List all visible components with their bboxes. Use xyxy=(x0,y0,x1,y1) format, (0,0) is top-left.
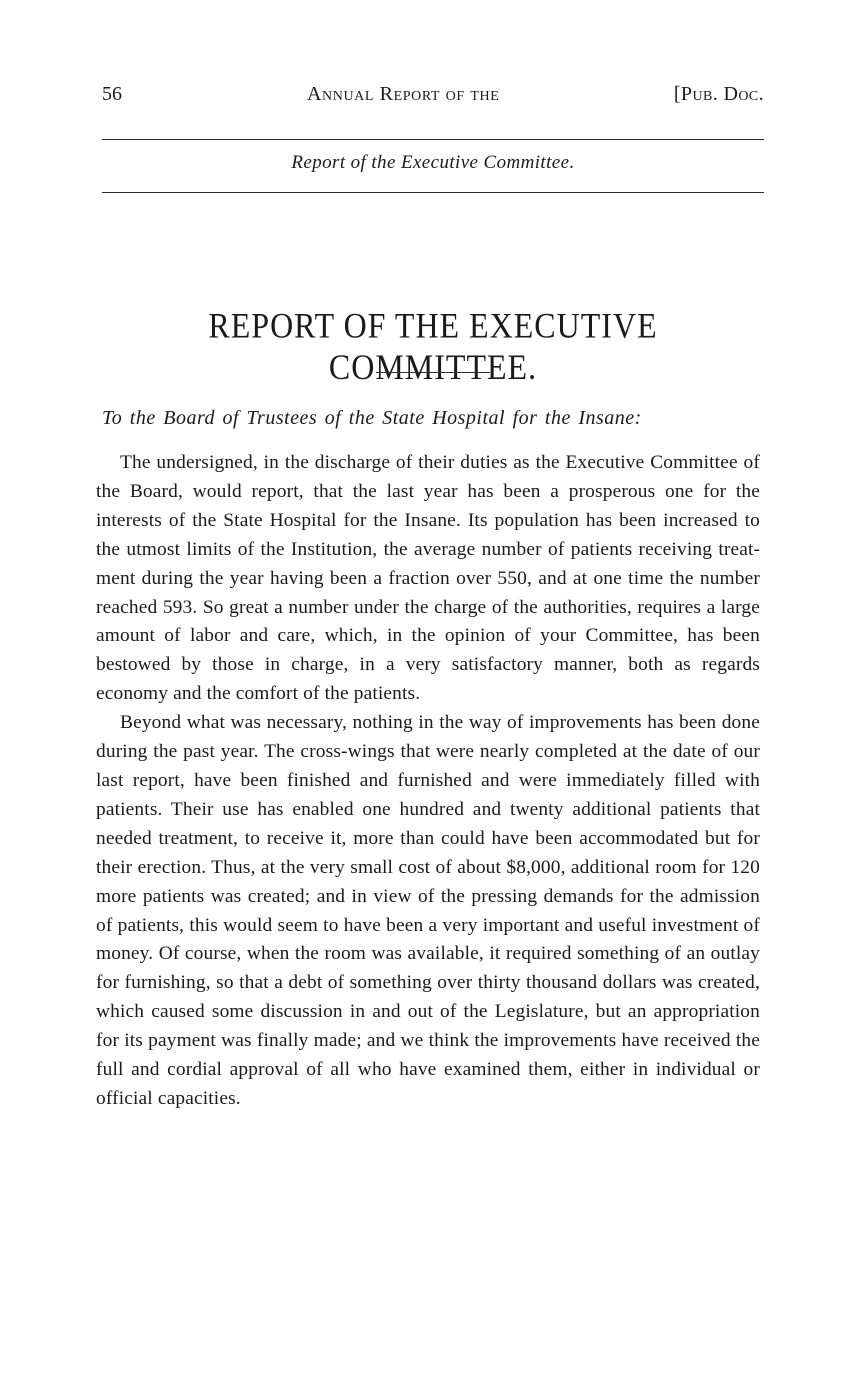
section-caption: Report of the Executive Committee. xyxy=(291,152,575,173)
running-title: Annual Report of the xyxy=(307,83,500,105)
body-text xyxy=(96,449,760,1114)
page-number: 56 xyxy=(102,83,122,105)
paragraph-1: The undersigned, in the discharge of their duties as the Executive Committee of the Board, would report, that the last year has been a prosperous one for the interests of the State Hospital for the Insane. Its population has been increased to the utmost limits of the Institution, the average number of patients receiving treatment during the year having been a fraction over 550, and at one time the number reached 593. So great a number under the charge of the authorities, requires a large amount of labor and care, which, in the opinion of your Committee, has been bestowed by those in charge, in a very satisfactory manner, both as regards economy and the comfort of the patients. xyxy=(96,452,760,705)
header-rule-bottom xyxy=(102,192,764,193)
salutation: To the Board of Trustees of the State Hospital for the Insane: xyxy=(102,407,642,429)
title-divider xyxy=(376,372,490,373)
paragraph-2: Beyond what was necessary, nothing in the way of improvements has been done during the past year. The cross-wings that were nearly completed at the date of our last report, have been finished and furnished and were immediately filled with patients. Their use has enabled one hundred and twenty additional patients that needed treatment, to receive it, more than could have been accommodated but for their erection. Thus, at the very small cost of about $8,000, additional room for 120 more patients was created; and in view of the pressing demands for the admission of patients, this would seem to have been a very important and useful investment of money. Of course, when the room was available, it required something of an outlay for furnishing, so that a debt of something over thirty thousand dollars was created, which caused some discussion in and out of the Legislature, but an appropriation for its payment was finally made; and we think the improvements have received the full and cordial approval of all who have examined them, either in individual or official capacities. xyxy=(96,712,760,1109)
header-rule-top xyxy=(102,139,764,140)
page-title: REPORT OF THE EXECUTIVE COMMITTEE. xyxy=(208,305,658,387)
running-header xyxy=(102,83,764,113)
document-reference: [Pub. Doc. xyxy=(673,83,764,105)
